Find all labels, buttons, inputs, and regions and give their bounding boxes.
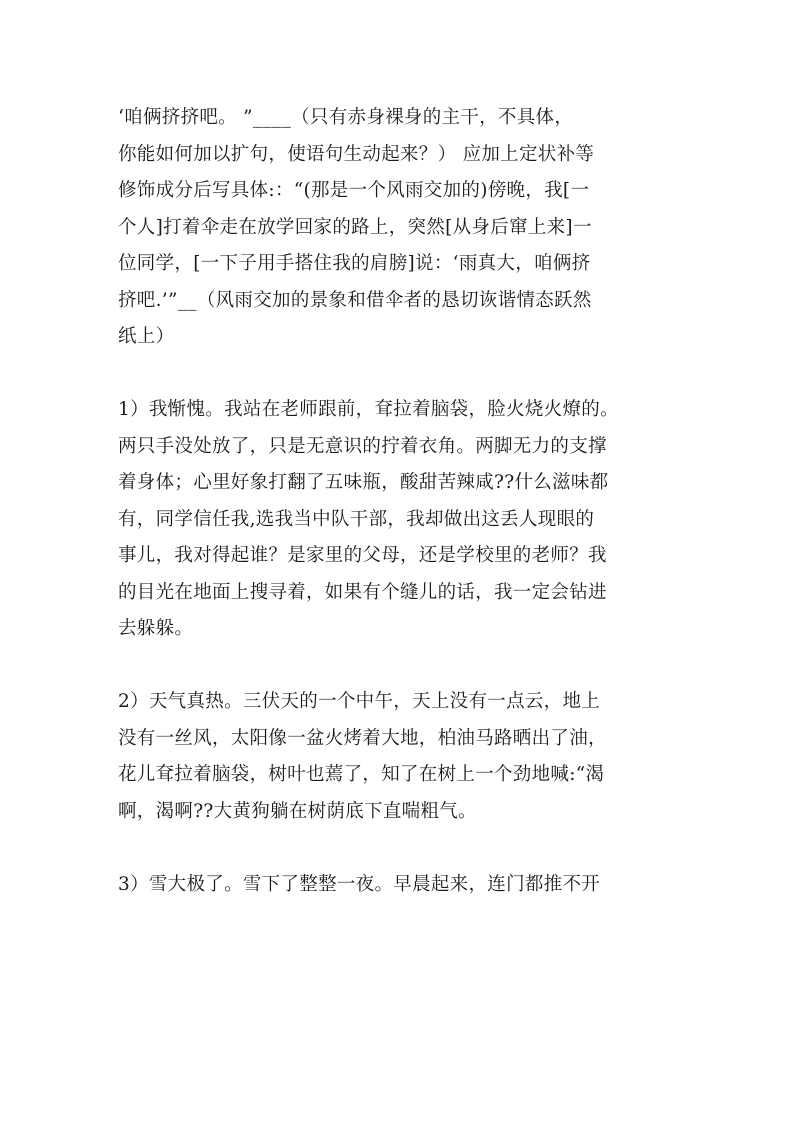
text-line: 3）雪大极了。雪下了整整一夜。早晨起来，连门都推不开 (118, 873, 601, 895)
text-line: 没有一丝风，太阳像一盆火烤着大地，柏油马路晒出了油， (118, 727, 607, 749)
text-line: 事儿，我对得起谁？是家里的父母，还是学校里的老师？我 (118, 545, 607, 566)
paragraph-spacer (118, 830, 698, 867)
document-body (118, 100, 698, 903)
text-line: 花儿耷拉着脑袋，树叶也蔫了，知了在树上一个劲地喊:“渴 (118, 764, 605, 785)
text-line: 的目光在地面上搜寻着，如果有个缝儿的话，我一定会钻进 (118, 581, 607, 603)
text-line: 啊，渴啊??大黄狗躺在树荫底下直喘粗气。 (118, 800, 477, 822)
text-line: 1）我惭愧。我站在老师跟前，耷拉着脑袋，脸火烧火燎的。 (118, 399, 619, 420)
text-line: 纸上） (118, 326, 175, 347)
item-1-paragraph (118, 392, 698, 648)
text-line: 修饰成分后写具体:：“(那是一个风雨交加的)傍晚，我[一 (118, 180, 590, 201)
item-2-paragraph (118, 684, 698, 830)
text-line: 有，同学信任我,选我当中队干部，我却做出这丢人现眼的 (118, 508, 595, 530)
text-line: 着身体；心里好象打翻了五味瓶，酸甜苦辣咸??什么滋味都 (118, 472, 609, 493)
text-line: 2）天气真热。三伏天的一个中午，天上没有一点云，地上 (118, 691, 601, 712)
text-line: 位同学，[一下子用手搭住我的肩膀]说：‘雨真大，咱俩挤 (118, 253, 591, 274)
paragraph-spacer (118, 356, 698, 393)
intro-paragraph (118, 100, 698, 356)
item-3-paragraph (118, 867, 698, 904)
paragraph-spacer (118, 648, 698, 685)
text-line: 去躲躲。 (118, 618, 194, 639)
text-line: 你能如何加以扩句，使语句生动起来？） 应加上定状补等 (118, 143, 595, 165)
text-line: 个人]打着伞走在放学回家的路上，突然[从身后窜上来]一 (118, 216, 592, 238)
text-line: ‘咱俩挤挤吧。 ”____（只有赤身裸身的主干，不具体， (118, 107, 574, 128)
text-line: 两只手没处放了，只是无意识的拧着衣角。两脚无力的支撑 (118, 435, 607, 457)
text-line: 挤吧.’”__（风雨交加的景象和借伞者的恳切诙谐情态跃然 (118, 289, 592, 311)
